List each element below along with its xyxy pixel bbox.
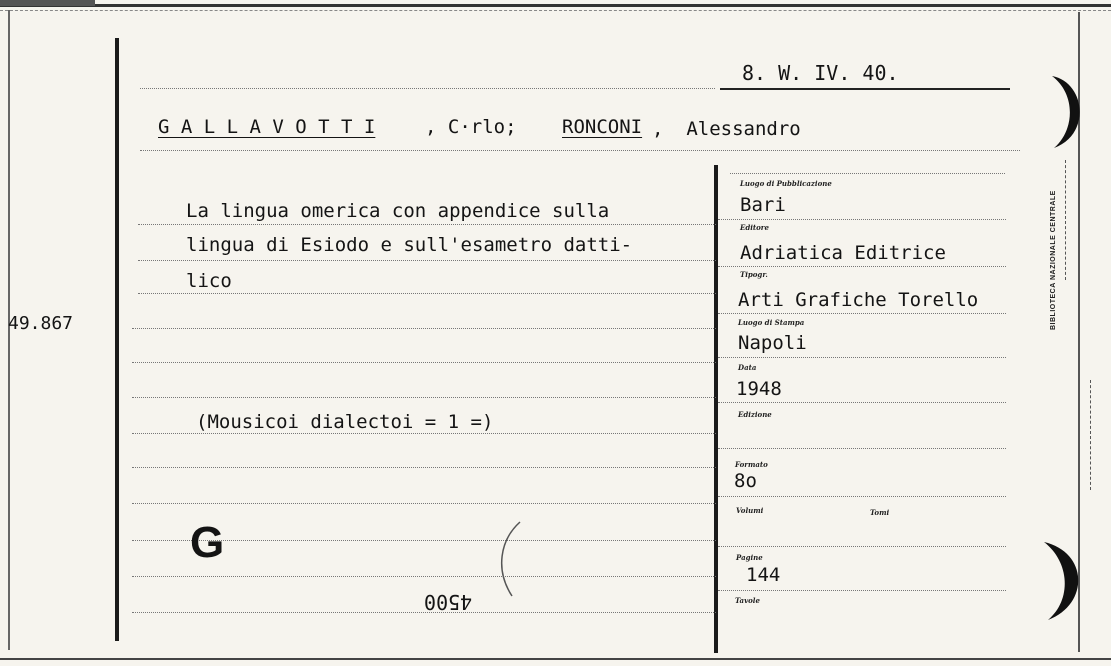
- binding-hole-bottom: [1030, 538, 1090, 623]
- rule-line: [132, 503, 716, 504]
- date-value: 1948: [736, 378, 782, 400]
- title-line-3: lico: [186, 270, 232, 292]
- title-line-2: lingua di Esiodo e sull'esametro datti-: [186, 234, 633, 256]
- author1-given: , C·rlo;: [425, 116, 517, 138]
- rule-line: [140, 150, 1020, 151]
- plates-label: Tomi: [870, 508, 890, 517]
- top-left-mark: [0, 0, 95, 6]
- field-rule: [718, 357, 1006, 358]
- card-date: 8. W. IV. 40.: [742, 61, 899, 85]
- format-label: Formato: [735, 460, 768, 469]
- pencil-arc: [490, 520, 530, 600]
- volumes-label: Volumi: [736, 506, 764, 515]
- rule-line: [132, 362, 716, 363]
- call-number: 49.867: [8, 313, 74, 334]
- publisher-value: Adriatica Editrice: [740, 242, 946, 264]
- fields-left-rule: [714, 165, 718, 653]
- bottom-border: [0, 658, 1111, 660]
- author1-surname: G A L L A V O T T I: [158, 116, 376, 138]
- rule-line: [132, 328, 716, 329]
- field-rule: [718, 496, 1006, 497]
- place-label: Luogo di Pubblicazione: [740, 179, 832, 188]
- rule-line: [140, 88, 715, 89]
- rule-line: [132, 433, 716, 434]
- field-rule: [718, 590, 1006, 591]
- printer-value: Arti Grafiche Torello: [738, 289, 979, 311]
- series-note: (Mousicoi dialectoi = 1 =): [196, 411, 494, 433]
- rule-line: [138, 260, 716, 261]
- field-rule: [718, 448, 1006, 449]
- top-dotted-edge: [0, 10, 1111, 11]
- publisher-label: Editore: [740, 223, 769, 232]
- field-rule: [718, 266, 1006, 267]
- margin-marks: [1090, 380, 1091, 490]
- field-rule: [718, 313, 1006, 314]
- top-border: [0, 4, 1111, 7]
- rule-line: [138, 293, 716, 294]
- edition-label: Edizione: [738, 410, 772, 419]
- field-rule: [718, 402, 1006, 403]
- binding-hole-top: [1030, 72, 1090, 152]
- author2-surname: RONCONI: [562, 116, 643, 138]
- rule-line: [132, 397, 716, 398]
- field-rule: [718, 219, 1006, 220]
- tables-label: Tavole: [735, 596, 760, 605]
- pages-value: 144: [746, 564, 781, 586]
- print-place-value: Napoli: [738, 332, 807, 354]
- stamp-number: 4500: [424, 590, 473, 614]
- fields-top-rule: [730, 173, 1005, 174]
- format-value: 8o: [734, 470, 757, 492]
- left-margin-rule: [115, 38, 119, 641]
- printer-label: Tipogr.: [740, 270, 768, 279]
- place-value: Bari: [740, 194, 786, 216]
- author2-given: , Alessandro: [652, 118, 801, 140]
- print-place-label: Luogo di Stampa: [738, 318, 805, 327]
- margin-stamp: BIBLIOTECA NAZIONALE CENTRALE: [1050, 190, 1057, 330]
- rule-line: [132, 467, 716, 468]
- date-label: Data: [738, 363, 757, 372]
- class-mark: G: [190, 518, 225, 567]
- rule-line: [132, 576, 716, 577]
- title-line-1: La lingua omerica con appendice sulla: [186, 200, 610, 222]
- rule-line: [138, 224, 716, 225]
- field-rule: [718, 546, 1006, 547]
- pages-label: Pagine: [736, 553, 763, 562]
- margin-marks: [1065, 160, 1066, 280]
- date-underline: [720, 88, 1010, 90]
